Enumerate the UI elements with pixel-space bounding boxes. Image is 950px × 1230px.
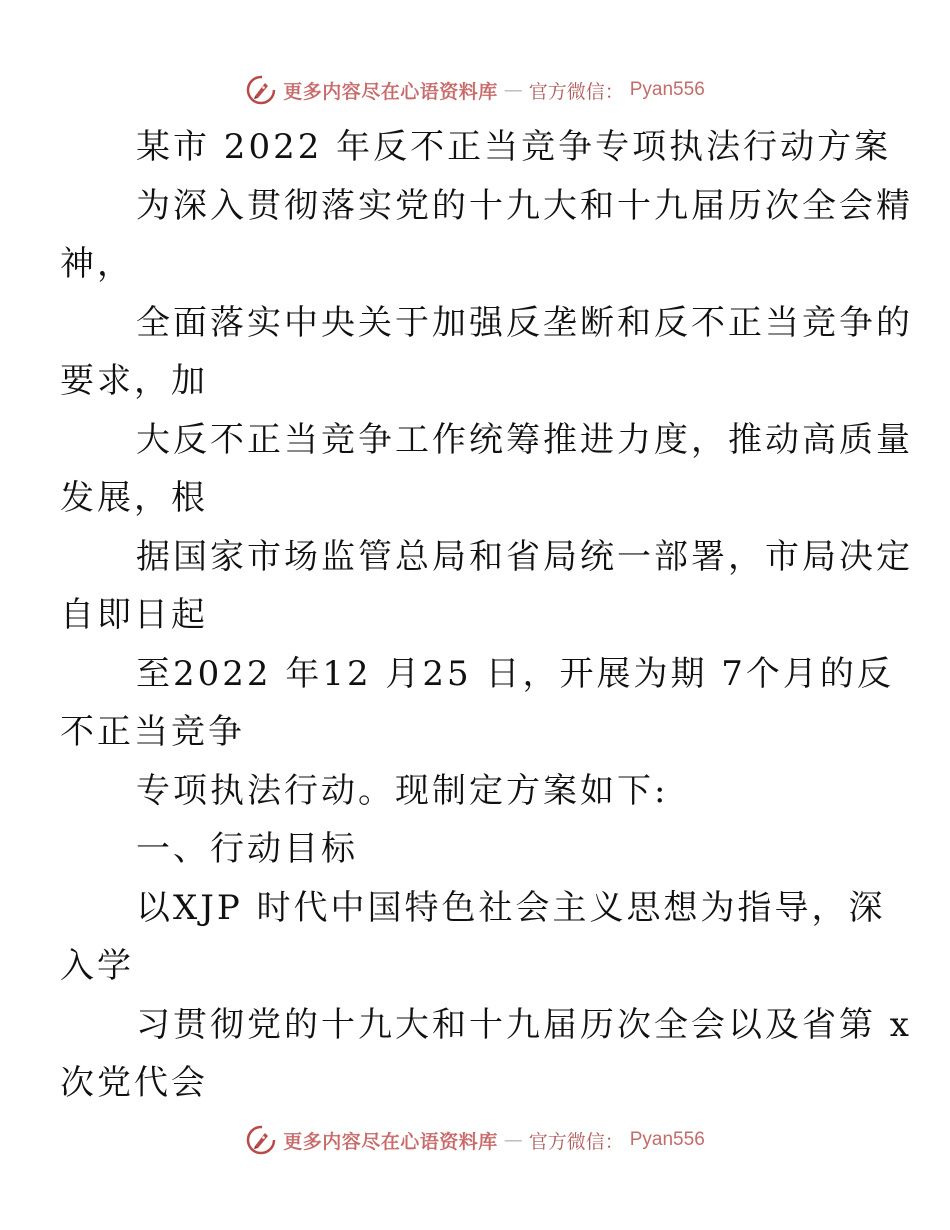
paragraph-3: 大反不正当竞争工作统筹推进力度，推动高质量 发展，根 xyxy=(60,419,913,518)
watermark-wechat-label: 官方微信： xyxy=(528,80,624,103)
paragraph-5: 至2022 年12 月25 日，开展为期 7个月的反 不正当竞争 xyxy=(60,653,894,752)
watermark-dash: — xyxy=(503,79,523,101)
watermark-wechat-account: Pyan556 xyxy=(629,79,705,100)
paragraph-1: 为深入贯彻落实党的十九大和十九届历次全会精 神， xyxy=(60,185,913,284)
section-heading-1: 一、行动目标 xyxy=(136,829,358,869)
paragraph-7: 以XJP 时代中国特色社会主义思想为指导，深 入学 xyxy=(60,887,886,986)
watermark-wechat-account: Pyan556 xyxy=(629,1129,705,1150)
watermark-brand-text: 更多内容尽在心语资料库 xyxy=(283,1130,498,1153)
pen-nib-logo-icon xyxy=(245,1124,277,1156)
watermark-wechat-label: 官方微信： xyxy=(528,1130,624,1153)
document-body xyxy=(60,118,913,1113)
paragraph-8: 习贯彻党的十九大和十九届历次全会以及省第 x 次党代会 xyxy=(60,1004,912,1103)
footer-watermark xyxy=(0,1122,950,1158)
header-watermark xyxy=(0,72,950,108)
watermark-dash: — xyxy=(503,1129,523,1151)
pen-nib-logo-icon xyxy=(245,74,277,106)
paragraph-6: 专项执法行动。现制定方案如下: xyxy=(136,770,669,811)
paragraph-2: 全面落实中央关于加强反垄断和反不正当竞争的 要求，加 xyxy=(60,302,913,401)
paragraph-4: 据国家市场监管总局和省局统一部署，市局决定 自即日起 xyxy=(60,536,913,635)
document-title: 某市 2022 年反不正当竞争专项执法行动方案 xyxy=(136,127,892,167)
watermark-brand-text: 更多内容尽在心语资料库 xyxy=(283,80,498,103)
